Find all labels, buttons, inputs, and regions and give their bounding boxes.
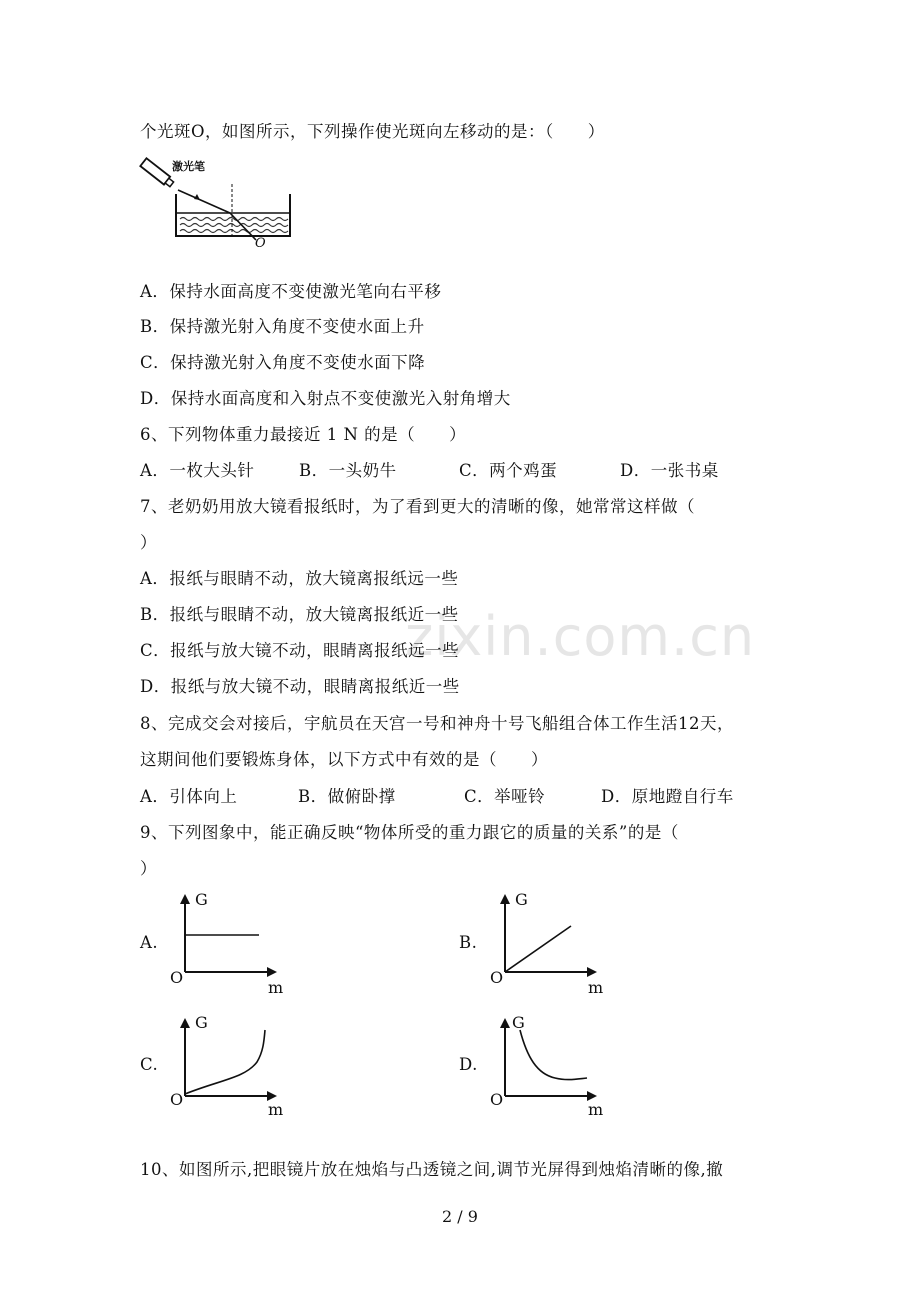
question-5-intro: 个光斑O，如图所示，下列操作使光斑向左移动的是：（ ） — [140, 122, 605, 141]
q5-option-a: A．保持水面高度不变使激光笔向右平移 — [140, 282, 442, 301]
q5-option-d: D．保持水面高度和入射点不变使激光入射角增大 — [140, 389, 511, 408]
question-7-stem-line2: ） — [140, 533, 157, 552]
q9-graph-a-option: A. — [140, 933, 159, 952]
page-number: 2 / 9 — [442, 1207, 478, 1226]
watermark: zixin.com.cn — [405, 605, 756, 668]
q6-option-a: A．一枚大头针 — [140, 461, 255, 480]
laser-pen-label: 激光笔 — [172, 160, 205, 173]
q9-graph-d-x-label: m — [588, 1100, 604, 1119]
q5-option-b: B．保持激光射入角度不变使水面上升 — [140, 317, 425, 336]
q9-graph-c-option: C. — [140, 1055, 159, 1074]
q9-graph-a-x-label: m — [268, 978, 284, 997]
q9-graph-d-y-label: G — [512, 1013, 525, 1032]
q9-graph-c-x-label: m — [268, 1100, 284, 1119]
q6-option-c: C．两个鸡蛋 — [459, 461, 558, 480]
q9-graph-b-x-label: m — [588, 978, 604, 997]
q9-graph-b-y-label: G — [515, 890, 528, 909]
question-9-stem-line2: ） — [140, 859, 157, 878]
question-8-stem-line1: 8、完成交会对接后，宇航员在天宫一号和神舟十号飞船组合体工作生活12天， — [140, 714, 734, 733]
question-7-stem-line1: 7、老奶奶用放大镜看报纸时，为了看到更大的清晰的像，她常常这样做（ — [140, 497, 695, 516]
question-9-stem-line1: 9、下列图象中，能正确反映“物体所受的重力跟它的质量的关系”的是（ — [140, 823, 679, 842]
question-10-stem: 10、如图所示,把眼镜片放在烛焰与凸透镜之间,调节光屏得到烛焰清晰的像,撤 — [140, 1160, 724, 1179]
q9-graph-b-origin: O — [490, 968, 504, 987]
q8-option-c: C．举哑铃 — [464, 787, 546, 806]
q9-graph-b-option: B. — [459, 933, 478, 952]
q6-option-d: D．一张书桌 — [620, 461, 719, 480]
q7-option-b: B．报纸与眼睛不动，放大镜离报纸近一些 — [140, 605, 459, 624]
q9-graph-d-origin: O — [490, 1090, 504, 1109]
q7-option-a: A．报纸与眼睛不动，放大镜离报纸远一些 — [140, 569, 459, 588]
question-8-stem-line2: 这期间他们要锻炼身体，以下方式中有效的是（ ） — [140, 750, 548, 769]
q8-option-d: D．原地蹬自行车 — [601, 787, 734, 806]
q9-graph-d-option: D. — [459, 1055, 478, 1074]
spot-label: O — [255, 236, 266, 251]
q9-graph-c-y-label: G — [195, 1013, 208, 1032]
q8-option-a: A．引体向上 — [140, 787, 238, 806]
q7-option-d: D．报纸与放大镜不动，眼睛离报纸近一些 — [140, 677, 460, 696]
question-6-stem: 6、下列物体重力最接近 1 N 的是（ ） — [140, 425, 467, 444]
q9-graph-a-origin: O — [170, 968, 184, 987]
q7-option-c: C．报纸与放大镜不动，眼睛离报纸远一些 — [140, 641, 460, 660]
q9-graph-a-y-label: G — [195, 890, 208, 909]
q5-option-c: C．保持激光射入角度不变使水面下降 — [140, 353, 426, 372]
laser-refraction-figure — [138, 158, 298, 253]
q8-option-b: B．做俯卧撑 — [298, 787, 396, 806]
q9-graph-c-origin: O — [170, 1090, 184, 1109]
q6-option-b: B．一头奶牛 — [299, 461, 397, 480]
